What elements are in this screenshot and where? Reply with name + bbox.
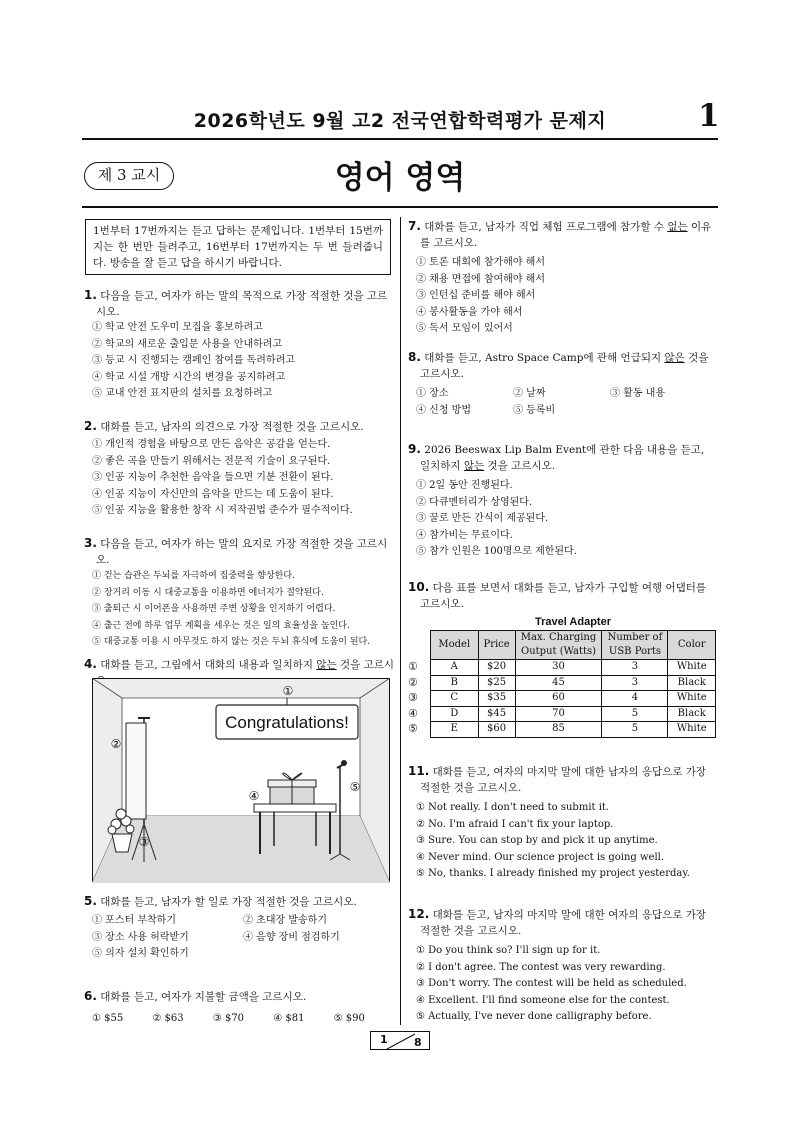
marker-1: ①	[282, 684, 294, 698]
flower-pot	[112, 834, 132, 852]
total-pages: 8	[414, 1036, 422, 1049]
table-row	[431, 706, 716, 722]
underlined-word: 않는	[463, 460, 485, 472]
question-stem: 다음 표를 보면서 대화를 듣고, 남자가 구입할 여행 어댑터를 고르시오.	[420, 582, 707, 610]
option: ⑤ 인공 지능을 활용한 창작 시 저작권법 준수가 필수적이다.	[92, 505, 353, 516]
table-cell: B	[431, 675, 479, 691]
question-number: 11.	[408, 764, 430, 778]
question-number: 1.	[84, 288, 97, 302]
option: ④ Excellent. I'll find someone else for the contest.	[416, 994, 670, 1006]
question-stem: 대화를 듣고, 여자가 지불할 금액을 고르시오.	[100, 991, 307, 1003]
table-cell: 70	[515, 706, 602, 722]
table-cell: White	[668, 722, 716, 738]
option: ① 개인적 경험을 바탕으로 만든 음악은 공감을 얻는다.	[92, 439, 331, 450]
option: ① 포스터 부착하기	[92, 915, 176, 926]
option: ② 좋은 곡을 만들기 위해서는 전문적 기술이 요구된다.	[92, 455, 331, 467]
underlined-word: 않은	[664, 352, 685, 364]
question-stem-end: 것을 고르시오.	[484, 460, 556, 472]
question-number: 5.	[84, 894, 97, 908]
question-stem: 대화를 듣고, 그림에서 대화의 내용과 일치하지	[100, 659, 317, 671]
table-cell: Black	[668, 675, 716, 691]
option: ③ Don't worry. The contest will be held as scheduled.	[416, 978, 687, 989]
table-row	[431, 675, 716, 691]
option: ⑤ 교내 안전 표지판의 설치를 요청하려고	[92, 388, 273, 399]
table-cell: 30	[515, 660, 602, 676]
table-cell: $45	[478, 706, 515, 722]
underlined-word: 없는	[667, 221, 688, 233]
option: ③ $70	[212, 1013, 245, 1024]
option: ⑤ 독서 모임이 있어서	[416, 323, 513, 334]
question-number: 9.	[408, 442, 421, 456]
question-7	[408, 218, 716, 338]
option: ① Do you think so? I'll sign up for it.	[416, 945, 601, 956]
header-rule	[82, 138, 718, 140]
question-number: 3.	[84, 536, 97, 550]
microphone	[341, 760, 347, 766]
projector-screen	[126, 723, 146, 819]
page-slash	[371, 1032, 431, 1051]
marker-3: ③	[138, 835, 150, 849]
table-cell: A	[431, 660, 479, 676]
current-page: 1	[380, 1033, 388, 1046]
question-number: 6.	[84, 989, 97, 1003]
row-marker: ①	[408, 660, 418, 673]
subject-rule	[82, 206, 718, 208]
option: ③ 꿀로 만든 간식이 제공된다.	[416, 513, 549, 524]
option: ④ 신청 방법	[416, 404, 471, 416]
question-3	[84, 535, 394, 651]
option: ② 장거리 이동 시 대중교통을 이용하면 에너지가 절약된다.	[92, 587, 324, 598]
question-5	[84, 893, 394, 963]
option: ⑤ 등록비	[513, 404, 556, 416]
option: ④ 음향 장비 점검하기	[243, 931, 340, 943]
question-number: 10.	[408, 580, 430, 594]
option: ① $55	[92, 1013, 124, 1024]
table-cell: $25	[478, 675, 515, 691]
question-10	[408, 579, 716, 738]
table-cell: 5	[602, 722, 668, 738]
option: ③ 인공 지능이 추천한 음악을 들으면 기분 전환이 된다.	[92, 472, 334, 483]
option: ① 걷는 습관은 두뇌를 자극하여 집중력을 향상한다.	[92, 571, 295, 581]
table-cell: 85	[515, 722, 602, 738]
question-stem: 대화를 듣고, 남자의 마지막 말에 대한 여자의 응답으로 가장 적절한 것을 고르시오.	[420, 909, 707, 937]
question-stem: 2026 Beeswax Lip Balm Event에 관한 다음 내용을 듣고, 일치하지	[420, 444, 705, 472]
question-stem: 대화를 듣고, Astro Space Camp에 관해 언급되지	[424, 352, 665, 364]
table-cell: $35	[478, 691, 515, 707]
option: ① Not really. I don't need to submit it.	[416, 802, 610, 813]
column-header: Number of USB Ports	[602, 631, 668, 660]
option: ③ 인턴십 준비를 해야 해서	[416, 290, 536, 301]
question-stem: 다음을 듣고, 여자가 하는 말의 목적으로 가장 적절한 것을 고르시오.	[96, 290, 388, 318]
table-cell: 3	[602, 660, 668, 676]
table-cell: White	[668, 691, 716, 707]
column-header: Price	[478, 631, 515, 660]
question-1	[84, 287, 394, 403]
option: ② 채용 면접에 참여해야 해서	[416, 273, 545, 285]
question-stem-end: 것을 고르시	[339, 659, 395, 671]
question-stem: 다음을 듣고, 여자가 하는 말의 요지로 가장 적절한 것을 고르시오.	[96, 538, 388, 566]
option: ⑤ 의자 설치 확인하기	[92, 948, 189, 959]
marker-4: ④	[248, 789, 260, 803]
option: ② I don't agree. The contest was very rewarding.	[416, 961, 666, 973]
adapter-table	[430, 630, 716, 738]
option: ⑤ 대중교통 이용 시 아무것도 하지 않는 것은 두뇌 휴식에 도움이 된다.	[92, 637, 371, 647]
row-marker: ③	[408, 691, 418, 704]
option: ① 장소	[416, 388, 449, 399]
option: ④ 참가비는 무료이다.	[416, 529, 513, 541]
question-number: 4.	[84, 657, 97, 671]
option: ③ 장소 사용 허락받기	[92, 931, 189, 943]
table-cell: 60	[515, 691, 602, 707]
option: ④ $81	[273, 1013, 305, 1024]
table-cell: C	[431, 691, 479, 707]
table-cell: White	[668, 660, 716, 676]
option: ④ Never mind. Our science project is going well.	[416, 851, 665, 863]
column-header: Model	[431, 631, 479, 660]
table-row	[431, 660, 716, 676]
option: ② No. I'm afraid I can't fix your laptop.	[416, 818, 614, 830]
question-stem: 대화를 듣고, 남자가 할 일로 가장 적절한 것을 고르시오.	[100, 896, 357, 908]
option: ② $63	[152, 1013, 184, 1024]
table	[254, 804, 336, 812]
table-row	[431, 722, 716, 738]
column-header: Max. Charging Output (Watts)	[515, 631, 602, 660]
table-row	[431, 691, 716, 707]
option: ② 다큐멘터리가 상영된다.	[416, 496, 533, 508]
table-title: Travel Adapter	[534, 616, 611, 628]
marker-5: ⑤	[349, 780, 361, 794]
question-9	[408, 441, 716, 561]
question-8	[408, 349, 716, 419]
question-6	[84, 988, 394, 1028]
table-cell: 3	[602, 675, 668, 691]
table-cell: 45	[515, 675, 602, 691]
option: ① 학교 안전 도우미 모집을 홍보하려고	[92, 322, 263, 333]
row-marker: ②	[408, 675, 418, 689]
option: ④ 출근 전에 하루 업무 계획을 세우는 것은 일의 효율성을 높인다.	[92, 620, 350, 631]
question-number: 2.	[84, 419, 97, 433]
table-cell: $20	[478, 660, 515, 676]
question-stem-end: 이유를 고르시오.	[420, 221, 712, 249]
question-stem: 대화를 듣고, 여자의 마지막 말에 대한 남자의 응답으로 가장 적절한 것을 고르시오.	[420, 766, 707, 794]
table-cell: E	[431, 722, 479, 738]
question-2	[84, 418, 394, 520]
question-number: 8.	[408, 350, 421, 364]
question-11	[408, 763, 716, 883]
option: ② 날짜	[513, 388, 546, 399]
row-marker: ⑤	[408, 722, 418, 735]
listening-notice: 1번부터 17번까지는 듣고 답하는 문제입니다. 1번부터 15번까지는 한 번만 들려주고, 16번부터 17번까지는 두 번 들려줍니다. 방송을 잘 듣고 답을 하시기 바랍니다.	[85, 219, 391, 275]
page-number: 1	[698, 98, 720, 134]
row-markers	[408, 630, 430, 738]
option: ⑤ $90	[333, 1013, 365, 1024]
column-header: Color	[668, 631, 716, 660]
column-divider	[400, 217, 401, 1025]
marker-2: ②	[110, 737, 122, 751]
option: ④ 학교 시설 개방 시간의 변경을 공지하려고	[92, 371, 286, 383]
option: ③ Sure. You can stop by and pick it up anytime.	[416, 835, 658, 846]
table-cell: Black	[668, 706, 716, 722]
option: ③ 출퇴근 시 이어폰을 사용하면 주변 상황을 인지하기 어렵다.	[92, 604, 336, 614]
question-stem: 대화를 듣고, 남자가 직업 체험 프로그램에 참가할 수	[424, 221, 668, 233]
option: ⑤ No, thanks. I already finished my project yesterday.	[416, 868, 690, 879]
option: ④ 인공 지능이 자신만의 음악을 만드는 데 도움이 된다.	[92, 488, 334, 500]
option: ③ 활동 내용	[610, 388, 665, 399]
question-stem: 대화를 듣고, 남자의 의견으로 가장 적절한 것을 고르시오.	[100, 421, 364, 433]
option: ② 초대장 발송하기	[243, 915, 327, 926]
option: ⑤ 참가 인원은 100명으로 제한된다.	[416, 546, 577, 557]
option: ① 토론 대회에 참가해야 해서	[416, 257, 545, 268]
exam-title: 2026학년도 9월 고2 전국연합학력평가 문제지	[193, 110, 607, 132]
option: ② 학교의 새로운 출입문 사용을 안내하려고	[92, 338, 283, 350]
table-cell: $60	[478, 722, 515, 738]
table-cell: 5	[602, 706, 668, 722]
question-number: 12.	[408, 907, 430, 921]
table-cell: D	[431, 706, 479, 722]
option: ③ 등교 시 진행되는 캠페인 참여를 독려하려고	[92, 355, 295, 366]
session-label: 제 3 교시	[84, 162, 174, 190]
banner-text: Congratulations!	[225, 713, 349, 732]
option: ① 2일 동안 진행된다.	[416, 480, 513, 491]
row-marker: ④	[408, 706, 418, 720]
q4-illustration	[92, 678, 390, 883]
table-cell: 4	[602, 691, 668, 707]
subject-title: 영어 영역	[334, 160, 466, 196]
page-indicator	[370, 1031, 430, 1050]
underlined-word: 않는	[316, 659, 337, 671]
option: ④ 봉사활동을 가야 해서	[416, 306, 523, 318]
option: ⑤ Actually, I've never done calligraphy before.	[416, 1011, 652, 1022]
question-stem-end: 것을 고르시오.	[420, 352, 709, 380]
question-12	[408, 906, 716, 1026]
question-number: 7.	[408, 219, 421, 233]
